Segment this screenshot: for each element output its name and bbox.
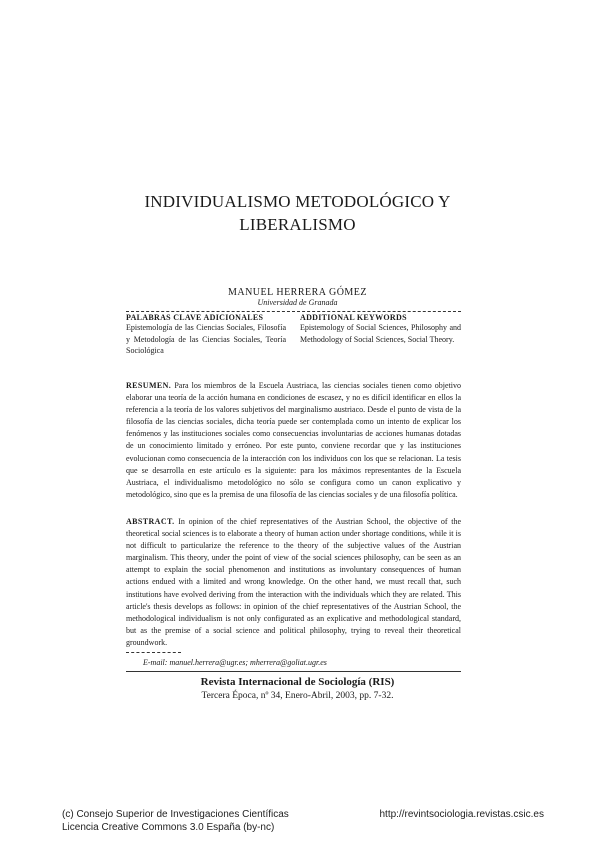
keywords-es-text: Epistemología de las Ciencias Sociales, Filosofía y Metodología de las Ciencias Sociales, Teoría Sociológica: [126, 323, 286, 355]
resumen-label: RESUMEN.: [126, 381, 172, 390]
abstract-paragraph: [126, 516, 461, 649]
resumen-text: Para los miembros de la Escuela Austriaca, las ciencias sociales tienen como objetivo elaborar una teoría de la acción humana en condiciones de escasez, y no es difícil identificar en ellos la referencia a la teoría de los valores subjetivos del marginalismo austriaco. Desde el punto de vista de la filosofía de las ciencias sociales, dicha teoría puede ser contemplada como un intento de explicar los fenómenos y las instituciones sociales como consecuencias involuntarias de acciones humanas dotadas de un conocimiento limitado y erróneo. Por este punto, conviene recordar que y las instituciones evolucionan como consecuencia de la interacción con los individuos con los que se relacionan. La tesis que se desarrolla en este artículo es la siguiente: para los máximos representantes de la Escuela Austriaca, el individualismo metodológico no sólo se configura como un canon explicativo y metodológico, sino que es la premisa de una filosofía de las ciencias sociales y de una filosofía política.: [126, 381, 462, 499]
footnote-short-rule: [126, 652, 181, 653]
license-notice: [62, 808, 362, 834]
title-line-2: LIBERALISMO: [239, 215, 356, 234]
abstract-label: ABSTRACT.: [126, 517, 175, 526]
keywords-en-text: Epistemology of Social Sciences, Philosophy and Methodology of Social Sciences, Social Theory.: [300, 323, 461, 344]
resumen-paragraph: [126, 380, 461, 501]
journal-url: http://revintsociologia.revistas.csic.es: [379, 809, 544, 820]
keywords-es: [126, 313, 286, 357]
license-line-1: (c) Consejo Superior de Investigaciones Científicas: [62, 809, 289, 820]
author-email: E-mail: manuel.herrera@ugr.es; mherrera@goliat.ugr.es: [143, 658, 327, 667]
article-title: [0, 190, 595, 236]
keywords-en: [300, 313, 461, 345]
keywords-en-heading: ADDITIONAL KEYWORDS: [300, 313, 407, 322]
abstract-text: In opinion of the chief representatives of the Austrian School, the objective of the theoretical social sciences is to elaborate a theory of human action under shortage conditions, while it is not difficult to particularize the reference to the theory of the subjective values of the Austrian marginalism. This theory, under the point of view of the social sciences philosophy, can be seen as an attempt to explain the social phenomenon and institutions as involuntary consequences of human actions endued with a limited and wrong knowledge. On the other hand, we must recall that, such institutions have evolved deriving from the interaction with the individuals which they are related. This article's thesis develops as follows: in opinion of the chief representatives of the Austrian School, the methodological individualism is not only configurated as an explicative and methodological standard, but as the premise of a social science and political philosophy, trying to reveal their theoretical groundwork.: [126, 517, 462, 647]
author-name: MANUEL HERRERA GÓMEZ: [227, 287, 368, 298]
author-affiliation: Universidad de Granada: [257, 298, 338, 307]
journal-issue: Tercera Época, nº 34, Enero-Abril, 2003, pp. 7-32.: [201, 691, 394, 701]
keywords-top-rule: [126, 311, 461, 312]
license-line-2: Licencia Creative Commons 3.0 España (by-nc): [62, 822, 275, 833]
footnote-bottom-rule: [126, 671, 461, 672]
keywords-es-heading: PALABRAS CLAVE ADICIONALES: [126, 313, 264, 322]
title-line-1: INDIVIDUALISMO METODOLÓGICO Y: [144, 192, 451, 211]
journal-name: Revista Internacional de Sociología (RIS): [200, 676, 395, 688]
